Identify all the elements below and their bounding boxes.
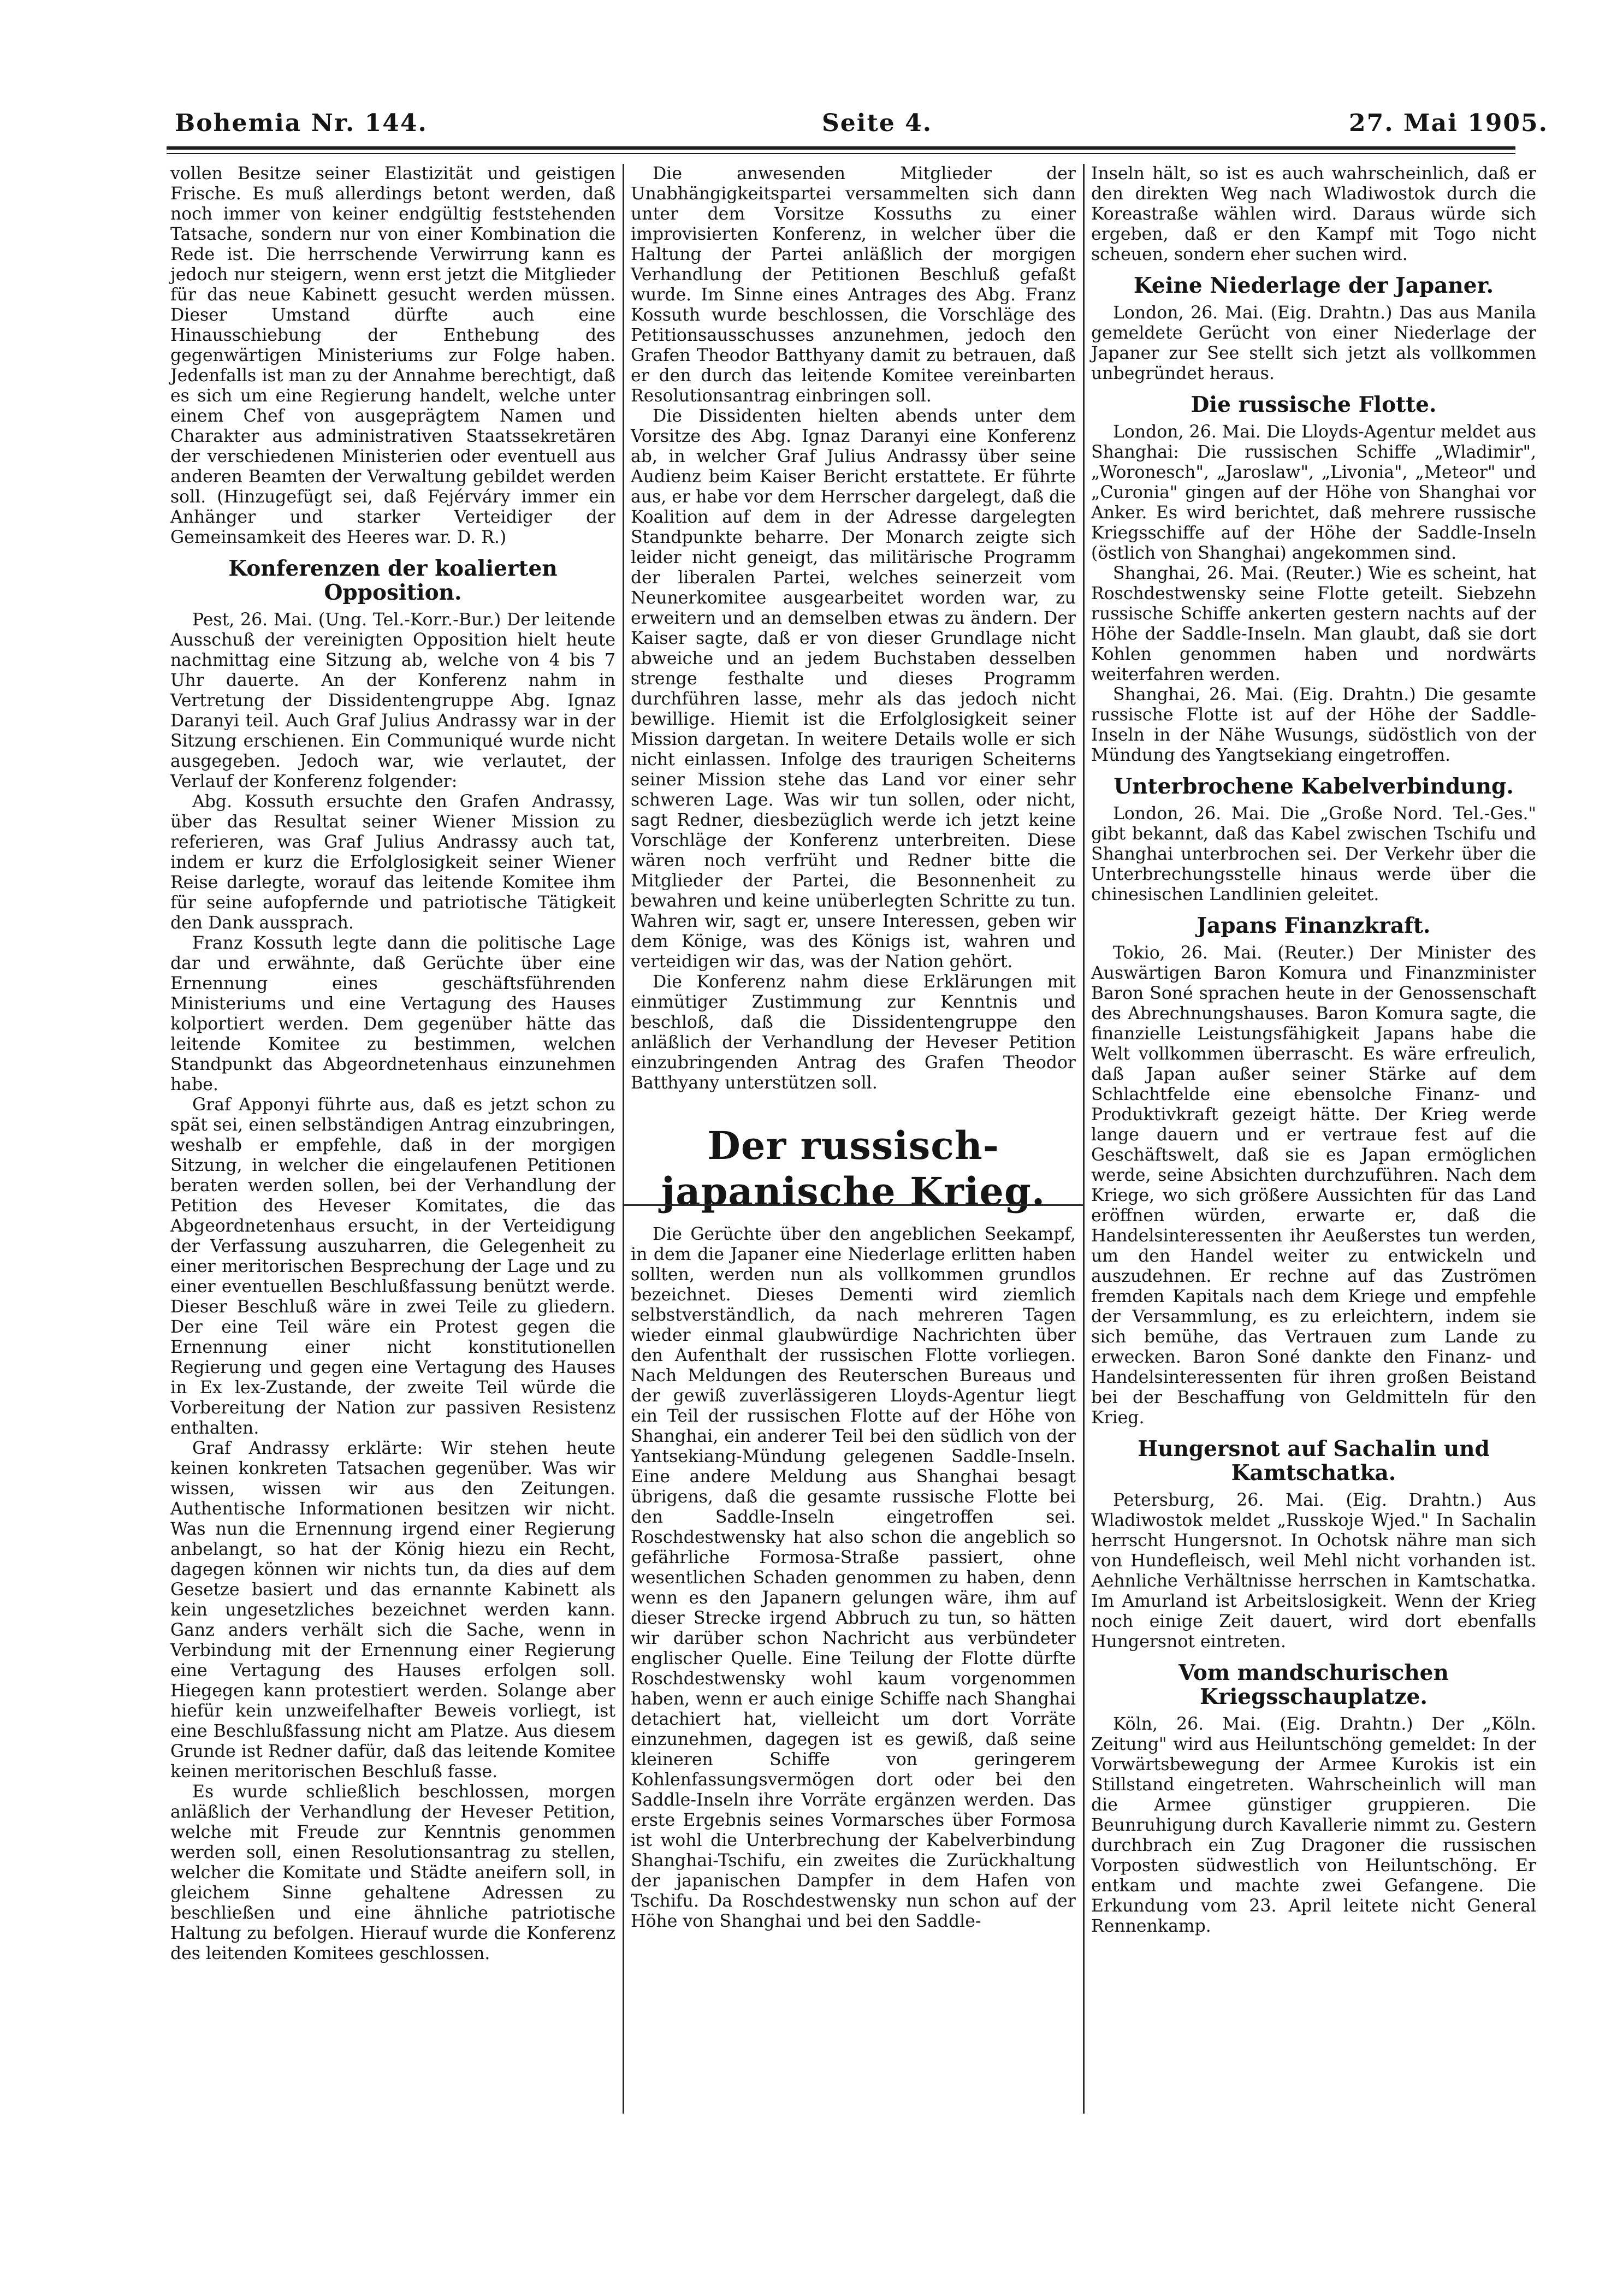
article-text: London, 26. Mai. Die „Große Nord. Tel.-Ges." gibt bekannt, daß das Kabel zwischen Tschifu und Shanghai unterbrochen sei. Der Verkehr über die Unterbrechungsstelle hinaus werde über die chinesischen Landlinien geleitet. [1091,804,1536,904]
column-3 [1091,164,1536,1937]
article-text: Shanghai, 26. Mai. (Reuter.) Wie es scheint, hat Roschdestwensky seine Flotte geteilt. Siebzehn russische Schiffe ankerten gestern nachts auf der Höhe der Saddle-Inseln. Man glaubt, daß sie dort Kohlen genommen haben und nordwärts weiterfahren werden. [1091,564,1536,684]
article-text: Die Dissidenten hielten abends unter dem Vorsitze des Abg. Ignaz Daranyi eine Konferenz ab, in welcher Graf Julius Andrassy über seine Audienz beim Kaiser Bericht erstattete. Er führte aus, er habe vor dem Herrscher dargelegt, daß die Koalition auf dem in der Adresse dargelegten Standpunkte beharre. Der Monarch zeigte sich leider nicht geneigt, das militärische Programm der liberalen Partei, welches seinerzeit vom Neunerkomitee ausgearbeitet worden war, zu erweitern und an demselben etwas zu ändern. Der Kaiser sagte, daß er von dieser Grundlage nicht abweiche und an jedem Buchstaben desselben strenge festhalte und dieses Programm durchführen lasse, mehr als das jedoch nicht bewillige. Hiemit ist die Erfolglosigkeit seiner Mission dargetan. In weitere Details wolle er sich nicht einlassen. Infolge des traurigen Scheiterns seiner Mission stehe das Land vor einer sehr schweren Lage. Was wir tun sollen, oder nicht, sagt Redner, diesbezüglich werde ich jetzt keine Vorschläge der Konferenz unterbreiten. Diese wären noch verfrüht und Redner bitte die Mitglieder der Partei, die Besonnenheit zu bewahren und keine unüberlegten Schritte zu tun. Wahren wir, sagt er, unsere Interessen, geben wir dem Könige, was des Königs ist, wahren und verteidigen wir das, was der Nation gehört. [631,406,1076,972]
section-heading: Keine Niederlage der Japaner. [1133,273,1494,298]
header-date: 27. Mai 1905. [1349,109,1548,137]
column-1 [170,164,615,1964]
column-divider [623,164,624,2114]
article-text: London, 26. Mai. (Eig. Drahtn.) Das aus Manila gemeldete Gerücht von einer Niederlage der Japaner zur See stellt sich jetzt als vollkommen unbegründet heraus. [1091,303,1536,383]
section-heading: Vom mandschurischen Kriegsschauplatze. [1178,1660,1449,1709]
article-text: Köln, 26. Mai. (Eig. Drahtn.) Der „Köln. Zeitung" wird aus Heiluntschöng gemeldet: In der Vorwärtsbewegung der Armee Kurokis ist ein Stillstand eingetreten. Wahrscheinlich will man die Armee günstiger gruppieren. Die Beunruhigung durch Kavallerie nimmt zu. Gestern durchbrach ein Zug Dragoner die russischen Vorposten südwestlich von Heiluntschöng. Er entkam und machte zwei Gefangene. Die Erkundung vom 23. April leitete nicht General Rennenkamp. [1091,1714,1536,1936]
header-rule [167,146,1515,150]
header-page-number: Seite 4. [822,109,933,137]
article-text: Tokio, 26. Mai. (Reuter.) Der Minister des Auswärtigen Baron Komura und Finanzminister Baron Soné sprachen heute in der Genossenschaft des Abrechnungshauses. Baron Komura sagte, die finanzielle Leistungsfähigkeit Japans habe die Welt vollkommen überrascht. Es wäre erfreulich, daß Japan außer seiner Stärke auf dem Schlachtfelde eine ebensolche Finanz- und Produktivkraft gezeigt hätte. Der Krieg werde lange dauern und er vertraue fest auf die Geschäftswelt, daß sie es Japan ermöglichen werde, seine Absichten durchzuführen. Nach dem Kriege, wo sich größere Aussichten für das Land eröffnen würden, erwarte er, daß die Handelsinteressenten ihr Aeußerstes tun werden, um den Handel weiter zu entwickeln und auszudehnen. Er rechne auf das Zuströmen fremden Kapitals nach dem Kriege und empfehle der Versammlung, es zu erleichtern, indem sie sich bemühe, das Vertrauen zum Lande zu erwecken. Baron Soné dankte den Finanz- und Handelsinteressenten für ihren großen Beistand bei der Beschaffung von Geldmitteln für den Krieg. [1091,943,1536,1428]
article-text: Pest, 26. Mai. (Ung. Tel.-Korr.-Bur.) Der leitende Ausschuß der vereinigten Opposition hielt heute nachmittag eine Sitzung ab, welche von 4 bis 7 Uhr dauerte. An der Konferenz nahm in Vertretung der Dissidentengruppe Abg. Ignaz Daranyi teil. Auch Graf Julius Andrassy war in der Sitzung erschienen. Ein Communiqué wurde nicht ausgegeben. Jedoch war, wie verlautet, der Verlauf der Konferenz folgender: [170,610,615,791]
section-heading: Japans Finanzkraft. [1197,913,1431,938]
article-text: Die Gerüchte über den angeblichen Seekampf, in dem die Japaner eine Niederlage erlitten haben sollten, werden nun als vollkommen grundlos bezeichnet. Dieses Dementi wird ziemlich selbstverständlich, da nach mehreren Tagen wieder einmal glaubwürdige Nachrichten über den Aufenthalt der russischen Flotte vorliegen. Nach Meldungen des Reuterschen Bureaus und der gewiß zuverlässigeren Lloyds-Agentur liegt ein Teil der russischen Flotte auf der Höhe von Shanghai, ein anderer Teil bei den südlich von der Yantsekiang-Mündung gelegenen Saddle-Inseln. Eine andere Meldung aus Shanghai besagt übrigens, daß die gesamte russische Flotte bei den Saddle-Inseln eingetroffen sei. Roschdestwensky hat also schon die angeblich so gefährliche Formosa-Straße passiert, ohne wesentlichen Schaden genommen zu haben, denn wenn es den Japanern gelungen wäre, ihm auf dieser Strecke irgend Abbruch zu tun, so hätten wir darüber schon Nachricht aus verbündeter englischer Quelle. Eine Teilung der Flotte dürfte Roschdestwensky wohl kaum vorgenommen haben, wenn er auch einige Schiffe nach Shanghai detachiert hat, vielleicht um dort Vorräte einzunehmen, dagegen ist es gewiß, daß seine kleineren Schiffe von geringerem Kohlenfassungsvermögen dort oder bei den Saddle-Inseln ihre Vorräte ergänzen werden. Das erste Ergebnis seines Vormarsches über Formosa ist wohl die Unterbrechung der Kabelverbindung Shanghai-Tschifu, ein zweites die Zurückhaltung der japanischen Dampfer in dem Hafen von Tschifu. Da Roschdestwensky nun schon auf der Höhe von Shanghai und bei den Saddle- [631,1224,1076,1931]
header-issue: Bohemia Nr. 144. [175,109,428,137]
section-heading: Konferenzen der koalierten Opposition. [228,556,558,605]
column-2 [631,164,1076,1932]
article-text: Inseln hält, so ist es auch wahrscheinlich, daß er den direkten Weg nach Wladiwostok durch die Koreastraße wählen wird. Daraus würde sich ergeben, daß er den Kampf mit Togo nicht scheuen, sondern eher suchen wird. [1091,164,1536,264]
article-text: Es wurde schließlich beschlossen, morgen anläßlich der Verhandlung der Heveser Petition, welche mit Freude zur Kenntnis genommen werden soll, einen Resolutionsantrag zu stellen, welcher die Komitate und Städte aneifern soll, in gleichem Sinne gehaltene Adressen zu beschließen und eine ähnliche patriotische Haltung zu befolgen. Hierauf wurde die Konferenz des leitenden Komitees geschlossen. [170,1782,615,1963]
article-text: Graf Andrassy erklärte: Wir stehen heute keinen konkreten Tatsachen gegenüber. Was wir wissen, wissen wir aus den Zeitungen. Authentische Informationen besitzen wir nicht. Was nun die Ernennung irgend einer Regierung anbelangt, so hat der König hiezu ein Recht, dagegen können wir nichts tun, da dies auf dem Gesetze basiert und das ernannte Kabinett als kein ungesetzliches bezeichnet werden kann. Ganz anders verhält sich die Sache, wenn in Verbindung mit der Ernennung einer Regierung eine Vertagung des Hauses erfolgen soll. Hiegegen kann protestiert werden. Solange aber hiefür kein unzweifelhafter Beweis vorliegt, ist eine Beschlußfassung nicht am Platze. Aus diesem Grunde ist Redner dafür, daß das leitende Komitee keinen meritorischen Beschluß fasse. [170,1439,615,1782]
article-text: Die anwesenden Mitglieder der Unabhängigkeitspartei versammelten sich dann unter dem Vorsitze Kossuths zu einer improvisierten Konferenz, in welcher über die Haltung der Partei anläßlich der morgigen Verhandlung der Petitionen Beschluß gefaßt wurde. Im Sinne eines Antrages des Abg. Franz Kossuth wurde beschlossen, die Vorschläge des Petitionsausschusses anzunehmen, jedoch den Grafen Theodor Batthyany damit zu betrauen, daß er den durch das leitende Komitee vereinbarten Resolutionsantrag einbringen soll. [631,164,1076,406]
section-heading: Unterbrochene Kabelverbindung. [1114,774,1514,799]
column-divider [1083,164,1085,2114]
article-text: London, 26. Mai. Die Lloyds-Agentur meldet aus Shanghai: Die russischen Schiffe „Wladimir", „Woronesch", „Jaroslaw", „Livonia", „Meteor" und „Curonia" gingen auf der Höhe von Shanghai vor Anker. Es wird berichtet, daß mehrere russische Kriegsschiffe auf der Höhe der Saddle-Inseln (östlich von Shanghai) angekommen sind. [1091,422,1536,563]
section-heading: Hungersnot auf Sachalin und Kamtschatka. [1138,1436,1490,1486]
article-text: Abg. Kossuth ersuchte den Grafen Andrassy, über das Resultat seiner Wiener Mission zu referieren, was Graf Julius Andrassy auch tat, indem er kurz die Erfolglosigkeit seiner Wiener Reise darlegte, worauf das leitende Komitee ihm für seine aufopfernde und patriotische Tätigkeit den Dank aussprach. [170,792,615,933]
article-text: Franz Kossuth legte dann die politische Lage dar und erwähnte, daß Gerüchte über eine Ernennung eines geschäftsführenden Ministeriums und eine Vertagung des Hauses kolportiert werden. Dem gegenüber hätte das leitende Komitee zu bestimmen, welchen Standpunkt das Abgeordnetenhaus einzunehmen habe. [170,933,615,1094]
section-heading: Die russische Flotte. [1191,392,1437,417]
war-heading: Der russisch-japanische Krieg. [661,1123,1046,1214]
article-text: Petersburg, 26. Mai. (Eig. Drahtn.) Aus Wladiwostok meldet „Russkoje Wjed." In Sachalin herrscht Hungersnot. In Ochotsk nähre man sich von Hundefleisch, weil Mehl nicht vorhanden ist. Aehnliche Verhältnisse herrschen in Kamtschatka. Im Amurland ist Arbeitslosigkeit. Wenn der Krieg noch einige Zeit dauert, wird dort ebenfalls Hungersnot eintreten. [1091,1490,1536,1652]
article-text: vollen Besitze seiner Elastizität und geistigen Frische. Es muß allerdings betont werden, daß noch immer von keiner endgültig feststehenden Tatsache, sondern nur von einer Kombination die Rede ist. Die herrschende Verwirrung kann es jedoch nur steigern, wenn erst jetzt die Mitglieder für das neue Kabinett gesucht werden müssen. Dieser Umstand dürfte auch eine Hinausschiebung der Enthebung des gegenwärtigen Ministeriums zur Folge haben. Jedenfalls ist man zu der Annahme berechtigt, daß es sich um eine Regierung handelt, welche unter einem Chef von ausgeprägtem Namen und Charakter aus administrativen Staatssekretären der verschiedenen Ministerien oder eventuell aus anderen Beamten der Verwaltung gebildet werden soll. (Hinzugefügt sei, daß Fejérváry immer ein Anhänger und starker Verteidiger der Gemeinsamkeit des Heeres war. D. R.) [170,164,615,547]
article-text: Shanghai, 26. Mai. (Eig. Drahtn.) Die gesamte russische Flotte ist auf der Höhe der Saddle-Inseln in der Nähe Wusungs, südöstlich von der Mündung des Yangtsekiang eingetroffen. [1091,685,1536,765]
article-text: Die Konferenz nahm diese Erklärungen mit einmütiger Zustimmung zur Kenntnis und beschloß, daß die Dissidentengruppe den anläßlich der Verhandlung der Heveser Petition einzubringenden Antrag des Grafen Theodor Batthyany unterstützen soll. [631,972,1076,1093]
article-text: Graf Apponyi führte aus, daß es jetzt schon zu spät sei, einen selbständigen Antrag einzubringen, weshalb er empfehle, daß in der morgigen Sitzung, in welcher die eingelaufenen Petitionen beraten werden sollen, bei der Verhandlung der Petition des Heveser Komitates, die das Abgeordnetenhaus ersucht, in der Verteidigung der Verfassung auszuharren, die Gelegenheit zu einer meritorischen Besprechung der Lage und zu einer eventuellen Beschlußfassung benützt werde. Dieser Beschluß wäre in zwei Teile zu gliedern. Der eine Teil wäre ein Protest gegen die Ernennung einer nicht konstitutionellen Regierung und gegen eine Vertagung des Hauses in Ex lex-Zustande, der zweite Teil würde die Vorbereitung der Nation zur passiven Resistenz enthalten. [170,1095,615,1438]
header-rule-thin [167,153,1515,154]
war-section-top-rule [623,1204,1083,1206]
